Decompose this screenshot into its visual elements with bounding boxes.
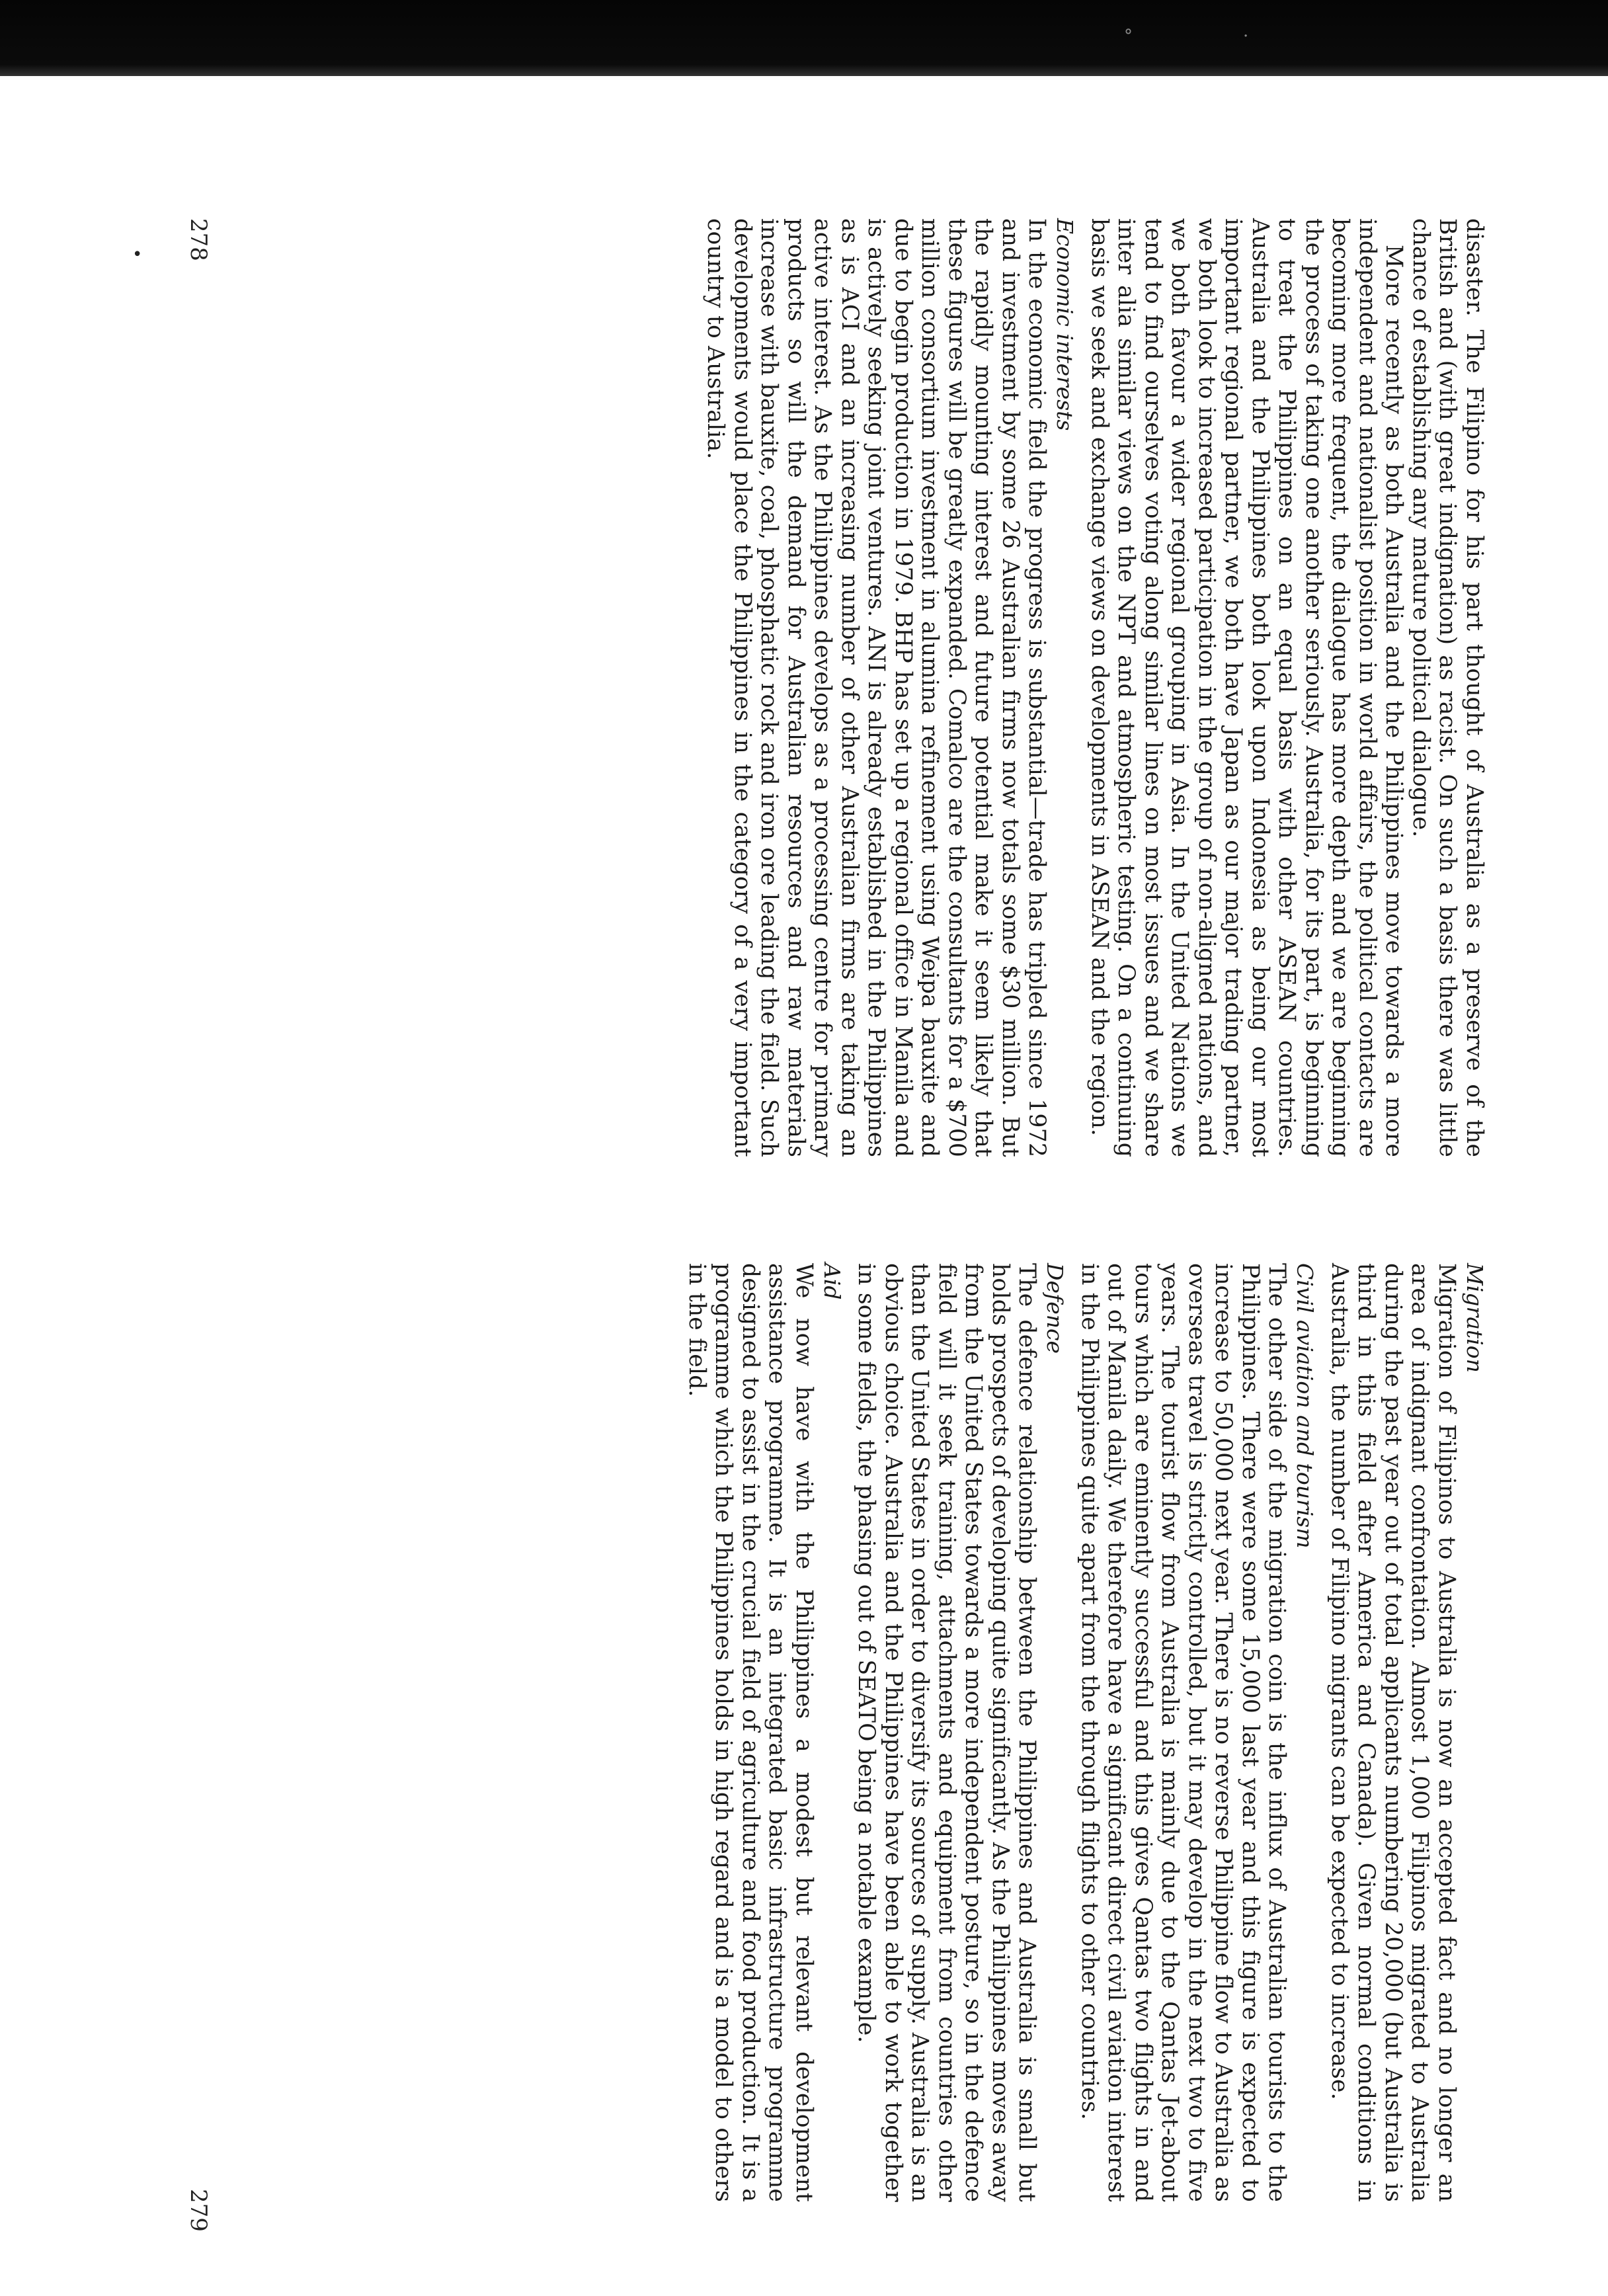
section-heading: Economic interests — [1052, 218, 1078, 431]
scan-border — [0, 0, 1608, 76]
left-page — [165, 218, 1488, 1210]
right-page-column — [684, 1263, 1488, 2202]
left-page-column — [702, 218, 1488, 1157]
book-spread — [165, 218, 1488, 2268]
paragraph: Migration of Filipinos to Australia is now an accepted fact and no longer an area of indignant confrontation. Almost 1,000 Filipinos migrated to Australia during the past year out of total applicants numbering 20,000 (but Australia is third in this field after America and Canada). Given normal conditions in Australia, the number of Filipino migrants can be expected to increase. — [1326, 1263, 1460, 2202]
section-heading: Migration — [1462, 1263, 1488, 1373]
scan-speck: • — [132, 245, 143, 265]
paragraph: The other side of the migration coin is the influx of Australian tourists to the Philippines. There were some 15,000 last year and this figure is expected to increase to 50,000 next year. There is no reverse Philippine flow to Australia as overseas travel is strictly controlled, but it may develop in the next two to five years. The tourist flow from Australia is mainly due to the Qantas Jet-about tours which are eminently successful and this gives Qantas two flights in and out of Manila daily. We therefore have a significant direct civil aviation interest in the Philippines quite apart from the through flights to other countries. — [1076, 1263, 1291, 2202]
paragraph: More recently as both Australia and the Philippines move towards a more independent and nationalist position in world affairs, the political contacts are becoming more frequent, the dialogue has more depth and we are beginning the process of taking one another seriously. Australia, for its part, is beginning to treat the Philippines on an equal basis with other ASEAN countries. Australia and the Philippines both look upon Indonesia as being our most important regional partner, we both have Japan as our major trading partner, we both look to increased participation in the group of non-aligned nations, and we both favour a wider regional grouping in Asia. In the United Nations we tend to find ourselves voting along similar lines on most issues and we share inter alia similar views on the NPT and atmospheric testing. On a continuing basis we seek and exchange views on developments in ASEAN and the region. — [1086, 218, 1408, 1157]
paragraph: We now have with the Philippines a modest but relevant development assistance programme. It is an integrated basic infrastructure programme designed to assist in the crucial field of agriculture and food production. It is a programme which the Philippines holds in high regard and is a model to others in the field. — [684, 1263, 817, 2202]
section-heading: Civil aviation and tourism — [1292, 1263, 1318, 1549]
paragraph: disaster. The Filipino for his part thought of Australia as a preserve of the British and (with great indignation) as racist. On such a basis there was little chance of establishing any mature political dialogue. — [1408, 218, 1488, 1157]
section-heading: Aid — [819, 1263, 845, 1300]
scan-speck: ° — [1124, 26, 1133, 46]
paragraph: The defence relationship between the Philippines and Australia is small but holds prospects of developing quite significantly. As the Philippines moves away from the United States towards a more independent posture, so in the defence field will it seek training, attachments and equipment from countries other than the United States in order to diversify its sources of supply. Australia is an obvious choice. Australia and the Philippines have been able to work together in some fields, the phasing out of SEATO being a notable example. — [853, 1263, 1041, 2202]
scan-speck: · — [1243, 26, 1249, 46]
page-number: 279 — [185, 2189, 212, 2232]
right-page — [165, 1263, 1488, 2255]
section-heading: Defence — [1042, 1263, 1068, 1354]
paragraph: In the economic field the progress is substantial—trade has tripled since 1972 and investment by some 26 Australian firms now totals some $30 million. But the rapidly mounting interest and future potential make it seem likely that these figures will be greatly expanded. Comalco are the consultants for a $700 million consortium investment in alumina refinement using Weipa bauxite and due to begin production in 1979. BHP has set up a regional office in Manila and is actively seeking joint ventures. ANI is already established in the Philippines as is ACI and an increasing number of other Australian firms are taking an active interest. As the Philippines develops as a processing centre for primary products so will the demand for Australian resources and raw materials increase with bauxite, coal, phosphatic rock and iron ore leading the field. Such developments would place the Philippines in the category of a very important country to Australia. — [702, 218, 1051, 1157]
page-number: 278 — [185, 218, 212, 261]
